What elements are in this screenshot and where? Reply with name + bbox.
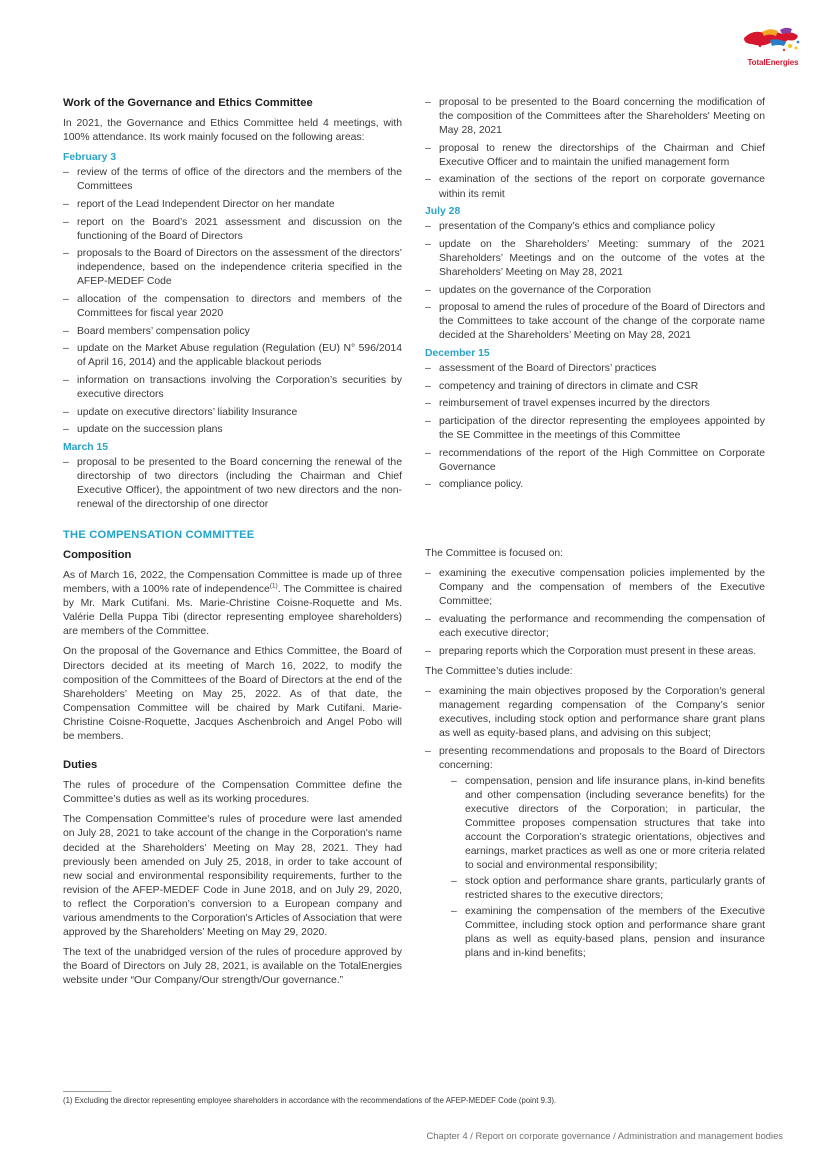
list-item: – proposal to renew the directorships of the Chairman and Chief Executive Officer and to maintain the unified management form	[425, 142, 765, 170]
compensation-section-title: THE COMPENSATION COMMITTEE	[63, 529, 255, 541]
duties-title: Duties	[63, 759, 98, 772]
focus-list	[425, 567, 765, 659]
list-item: – allocation of the compensation to directors and members of the Committees for fiscal year 2020	[63, 293, 402, 321]
duties-paragraph-2: The Compensation Committee's rules of procedure were last amended on July 28, 2021 to take account of the change in the Corporation's name decided at the Shareholders’ Meeting on May 28, 2021. They had previously been amended on July 25, 2018, in order to take account of new social and environmental responsibility requirements, further to the revision of the AFEP-MEDEF Code in June 2018, and on July 29, 2020, to reflect the Corporation’s conversion to a European company and various amendments to the Corporation's Articles of Association that were approved by the Shareholders’ Meeting on May 29, 2020.	[63, 814, 402, 939]
list-item: – update on executive directors’ liability Insurance	[63, 406, 402, 420]
list-item: – presentation of the Company’s ethics and compliance policy	[425, 220, 765, 234]
list-item: – recommendations of the report of the High Committee on Corporate Governance	[425, 447, 765, 475]
list-item: – reimbursement of travel expenses incurred by the directors	[425, 397, 765, 411]
footnote: (1) Excluding the director representing employee shareholders in accordance with the recommendations of the AFEP-MEDEF Code (point 9.3).	[63, 1096, 557, 1105]
list-item: – report on the Board’s 2021 assessment and discussion on the functioning of the Board of Directors	[63, 216, 402, 244]
march-list-right	[425, 96, 765, 202]
page-footer: Chapter 4 / Report on corporate governance / Administration and management bodies	[426, 1130, 783, 1141]
list-item-text: presenting recommendations and proposals to the Board of Directors concerning:	[439, 745, 765, 771]
date-july: July 28	[425, 206, 461, 218]
list-item: – report of the Lead Independent Director on her mandate	[63, 198, 402, 212]
list-item	[425, 745, 765, 961]
governance-right-column	[425, 96, 765, 496]
march-list-left	[63, 456, 402, 512]
list-item: – update on the succession plans	[63, 423, 402, 437]
list-item: – preparing reports which the Corporation must present in these areas.	[425, 645, 765, 659]
compensation-left-column	[63, 528, 402, 994]
compensation-right-column	[425, 547, 765, 965]
list-item: – information on transactions involving the Corporation’s securities by executive directors	[63, 374, 402, 402]
duties-paragraph-1: The rules of procedure of the Compensation Committee define the Committee’s duties as well as its working procedures.	[63, 780, 402, 806]
list-item: – competency and training of directors in climate and CSR	[425, 380, 765, 394]
totalenergies-logo	[740, 24, 804, 70]
composition-paragraph-1: As of March 16, 2022, the Compensation Committee is made up of three members, with a 100% rate of independence$^{(1)}$. The Committee is chaired by Mr. Mark Cutifani. Ms. Marie-Christine Coisne-Roquette and Ms. Valérie Della Puppa Tibi (director representing employee shareholders) are members of the Committee.	[63, 570, 402, 638]
sub-list-item: – compensation, pension and life insurance plans, in-kind benefits and other compensation (including severance benefits) for the executive directors of the Corporation; in particular, the Committee proposes compensation structures that take into account the Corporation’s strategic orientations, objectives and earnings, market practices as well as one or more criteria related to social and environmental responsibility;	[439, 775, 765, 874]
composition-title: Composition	[63, 549, 132, 561]
date-december: December 15	[425, 348, 490, 359]
list-item: – evaluating the performance and recommending the compensation of each executive director;	[425, 613, 765, 641]
list-item: – examination of the sections of the report on corporate governance within its remit	[425, 173, 765, 201]
list-item: – proposals to the Board of Directors on the assessment of the directors’ independence, based on the independence criteria specified in the AFEP-MEDEF Code	[63, 247, 402, 289]
footnote-divider	[63, 1091, 111, 1092]
duties-list	[425, 685, 765, 961]
logo-text: TotalEnergies	[747, 58, 799, 67]
list-item: – proposal to be presented to the Board concerning the modification of the composition of the Committees after the Shareholders' Meeting on May 28, 2021	[425, 96, 765, 138]
list-item: – participation of the director representing the employees appointed by the SE Committee in the meetings of this Committee	[425, 415, 765, 443]
governance-left-column	[63, 96, 402, 516]
list-item: – compliance policy.	[425, 478, 765, 492]
sub-list-item: – stock option and performance share grants, particularly grants of restricted shares to the executive directors;	[439, 875, 765, 903]
february-list	[63, 166, 402, 437]
date-february: February 3	[63, 152, 117, 164]
list-item: – update on the Market Abuse regulation (Regulation (EU) N° 596/2014 of April 16, 2014) and the applicable blackout periods	[63, 342, 402, 370]
july-list	[425, 220, 765, 343]
duties-paragraph-3: The text of the unabridged version of the rules of procedure approved by the Board of Directors on July 28, 2021, is available on the TotalEnergies website under “Our Company/Our strength/Our governance.”	[63, 947, 402, 987]
list-item: – assessment of the Board of Directors’ practices	[425, 362, 765, 376]
list-item: – update on the Shareholders’ Meeting: summary of the 2021 Shareholders’ Meetings and on the outcome of the votes at the Shareholders’ Meeting on May 28, 2021	[425, 238, 765, 280]
duties-intro: The Committee’s duties include:	[425, 665, 573, 677]
footnote-reference: (1)	[269, 582, 278, 590]
list-item: – Board members’ compensation policy	[63, 325, 402, 339]
list-item: – proposal to be presented to the Board concerning the renewal of the directorship of two directors (including the Chairman and Chief Executive Officer), the appointment of two new directors and the non-renewal of the directorship of one director	[63, 456, 402, 512]
governance-intro: In 2021, the Governance and Ethics Committee held 4 meetings, with 100% attendance. Its work mainly focused on the following areas:	[63, 118, 402, 144]
date-march: March 15	[63, 441, 109, 453]
december-list	[425, 362, 765, 492]
sub-list-item: – examining the compensation of the members of the Executive Committee, including stock option and performance share grant plans as well as equity-based plans, pension and insurance plans and in-kind benefits;	[439, 905, 765, 961]
list-item: – updates on the governance of the Corporation	[425, 284, 765, 298]
list-item: – review of the terms of office of the directors and the members of the Committees	[63, 166, 402, 194]
focus-intro: The Committee is focused on:	[425, 548, 564, 559]
sub-list	[439, 775, 765, 961]
logo-mark-icon	[740, 24, 804, 58]
list-item: – examining the executive compensation policies implemented by the Company and the compensation of members of the Executive Committee;	[425, 567, 765, 609]
governance-title: Work of the Governance and Ethics Committee	[63, 97, 313, 109]
list-item: – examining the main objectives proposed by the Corporation's general management regarding compensation of the Company’s senior executives, including stock option and performance share grant plans as well as equity-based plans, and advising on this subject;	[425, 685, 765, 741]
list-item: – proposal to amend the rules of procedure of the Board of Directors and the Committees to take account of the change of the corporate name decided at the Shareholders’ Meeting on May 28, 2021	[425, 301, 765, 343]
composition-paragraph-2: On the proposal of the Governance and Ethics Committee, the Board of Directors decided at its meeting of March 16, 2022, to modify the composition of the Committees of the Board of Directors at the end of the Shareholders’ Meeting on May 25, 2022. As of that date, the Compensation Committee will be chaired by Mark Cutifani. Marie-Christine Coisne-Roquette, Jacques Aschenbroich and Angel Pobo will be members.	[63, 646, 402, 743]
